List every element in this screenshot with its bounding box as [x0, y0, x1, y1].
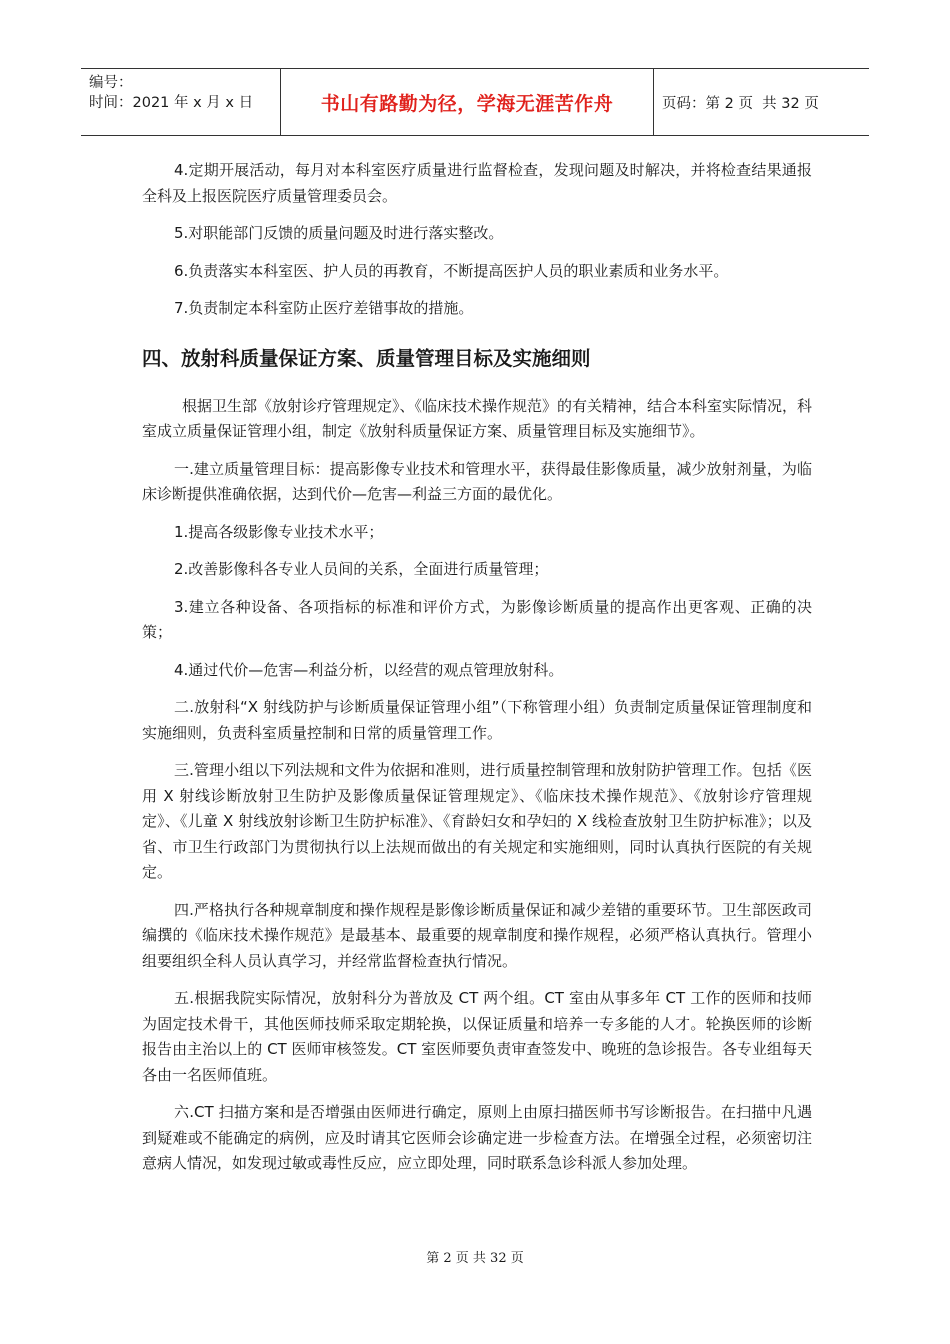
- page-footer: 第 2 页 共 32 页: [426, 1251, 524, 1266]
- goal-item: 3.建立各种设备、各项指标的标准和评价方式，为影像诊断质量的提高作出更客观、正确的决策；: [142, 597, 812, 641]
- duty-item: 4.定期开展活动，每月对本科室医疗质量进行监督检查，发现问题及时解决，并将检查结果通报全科及上报医院医疗质量管理委员会。: [142, 161, 812, 205]
- goal-paragraph: 一.建立质量管理目标：提高影像专业技术和管理水平，获得最佳影像质量，减少放射剂量，为临床诊断提供准确依据，达到代价—危害—利益三方面的最优化。: [142, 459, 812, 503]
- duty-item: 7.负责制定本科室防止医疗差错事故的措施。: [174, 299, 474, 317]
- header-motto: 书山有路勤为径，学海无涯苦作舟: [320, 92, 614, 115]
- section-heading: 四、放射科质量保证方案、质量管理目标及实施细则: [142, 346, 591, 370]
- header-page-info: 页码：第 2 页 共 32 页: [662, 95, 819, 112]
- goal-item: 2.改善影像科各专业人员间的关系，全面进行质量管理；: [174, 560, 549, 578]
- intro-paragraph: 根据卫生部《放射诊疗管理规定》、《临床技术操作规范》的有关精神，结合本科室实际情况，科室成立质量保证管理小组，制定《放射科质量保证方案、质量管理目标及实施细节》。: [142, 396, 813, 440]
- header-meta-cell: [81, 69, 281, 135]
- section-paragraph: 五.根据我院实际情况，放射科分为普放及 CT 两个组。CT 室由从事多年 CT 工作的医师和技师为固定技术骨干，其他医师技师采取定期轮换，以保证质量和培养一专多能的人才。轮换医师的诊断报告由主治以上的 CT 医师审核签发。CT 室医师要负责审查签发中、晚班的急诊报告。各专业组每天各由一名医师值班。: [142, 989, 812, 1084]
- section-paragraph: 六.CT 扫描方案和是否增强由医师进行确定，原则上由原扫描医师书写诊断报告。在扫描中凡遇到疑难或不能确定的病例，应及时请其它医师会诊确定进一步检查方法。在增强全过程，必须密切注意病人情况，如发现过敏或毒性反应，应立即处理，同时联系急诊科派人参加处理。: [142, 1103, 812, 1172]
- goal-item: 1.提高各级影像专业技术水平；: [174, 522, 384, 541]
- serial-number-label: 编号：: [89, 75, 133, 91]
- header-page-cell: [654, 69, 869, 135]
- date-label: 时间：2021 年 x 月 x 日: [89, 95, 254, 111]
- duty-item: 5.对职能部门反馈的质量问题及时进行落实整改。: [174, 224, 504, 242]
- header-motto-cell: [281, 69, 654, 135]
- section-paragraph: 四.严格执行各种规章制度和操作规程是影像诊断质量保证和减少差错的重要环节。卫生部医政司编撰的《临床技术操作规范》是最基本、最重要的规章制度和操作规程，必须严格认真执行。管理小组要组织全科人员认真学习，并经常监督检查执行情况。: [142, 900, 812, 970]
- document-header: [81, 68, 869, 136]
- goal-item: 4.通过代价—危害—利益分析，以经营的观点管理放射科。: [174, 660, 564, 679]
- duty-item: 6.负责落实本科室医、护人员的再教育，不断提高医护人员的职业素质和业务水平。: [174, 261, 729, 280]
- section-paragraph: 三.管理小组以下列法规和文件为依据和准则，进行质量控制管理和放射防护管理工作。包括《医用 X 射线诊断放射卫生防护及影像质量保证管理规定》、《临床技术操作规范》、《放射诊疗管理规定》、《儿童 X 射线放射诊断卫生防护标准》、《育龄妇女和孕妇的 X 线检查放射卫生防护标准》；以及省、市卫生行政部门为贯彻执行以上法规而做出的有关规定和实施细则，同时认真执行医院的有关规定。: [142, 761, 812, 881]
- document-body: [142, 158, 812, 1189]
- section-paragraph: 二.放射科“X 射线防护与诊断质量保证管理小组”（下称管理小组）负责制定质量保证管理制度和实施细则，负责科室质量控制和日常的质量管理工作。: [142, 698, 812, 742]
